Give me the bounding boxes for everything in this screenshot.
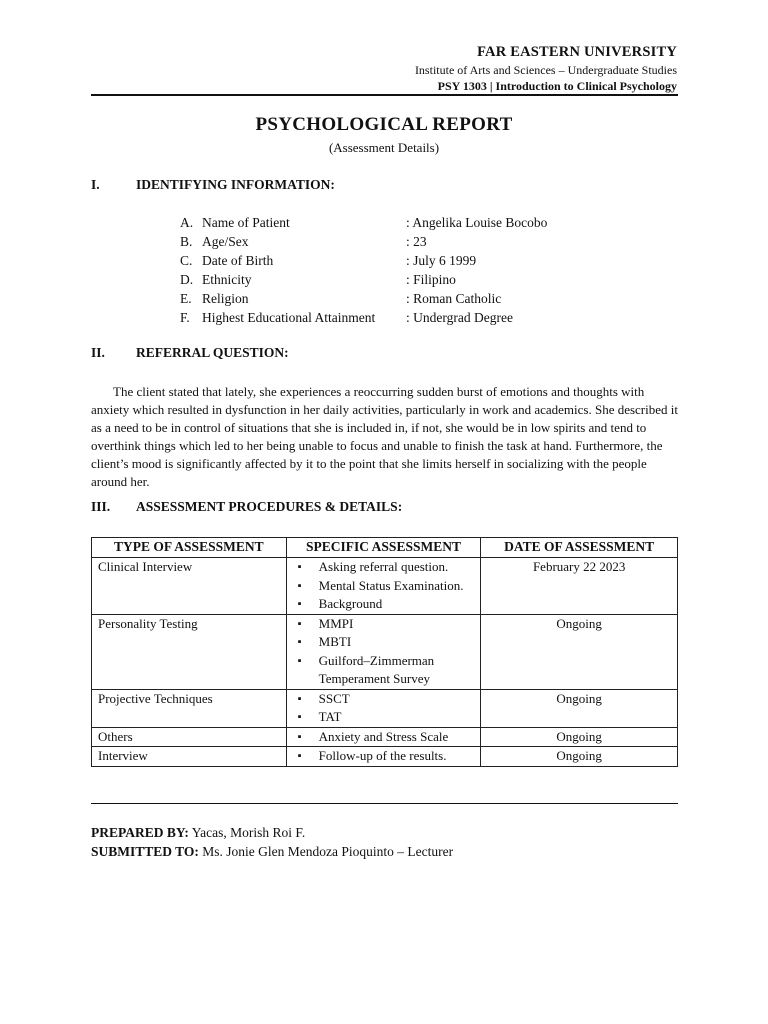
info-label: Date of Birth: [202, 253, 274, 268]
column-header: SPECIFIC ASSESSMENT: [286, 538, 481, 558]
section-title: ASSESSMENT PROCEDURES & DETAILS:: [136, 499, 403, 514]
course-name: | Introduction to Clinical Psychology: [489, 79, 677, 93]
column-header: TYPE OF ASSESSMENT: [92, 538, 287, 558]
info-letter: D.: [180, 272, 194, 287]
assessment-type-cell: Projective Techniques: [92, 689, 287, 727]
section-heading-assessment: [91, 499, 402, 515]
info-value: : Filipino: [406, 272, 456, 287]
specific-assessment-cell: [286, 614, 481, 689]
table-row: [92, 727, 678, 747]
info-letter: C.: [180, 253, 193, 268]
assessment-date-cell: Ongoing: [481, 727, 678, 747]
info-label: Age/Sex: [202, 234, 249, 249]
info-label: Ethnicity: [202, 272, 252, 287]
info-value: : July 6 1999: [406, 253, 477, 268]
info-letter: A.: [180, 215, 194, 230]
table-row: [92, 558, 678, 615]
list-item: ▪ Mental Status Examination.: [319, 577, 475, 596]
header-divider: [91, 94, 678, 96]
referral-paragraph: The client stated that lately, she experiences a reoccurring sudden burst of emotions and thoughts with anxiety which resulted in dysfunction in her daily activities, particularly in work and academics. She described it as a need to be in control of situations that she is included in, if not, she would be in low spirits and tend to overthink things which led to her being unable to focus and unable to finish the task at hand. Furthermore, the client’s mood is significantly affected by it to the point that she limits herself in socializing with the people around her.: [91, 384, 678, 489]
list-item: ▪ Follow-up of the results.: [319, 747, 475, 766]
prepared-by-name: Yacas, Morish Roi F.: [191, 825, 306, 840]
table-header-row: [92, 538, 678, 558]
section-heading-identifying: [91, 177, 335, 193]
institute-name: Institute of Arts and Sciences – Undergraduate Studies: [414, 63, 677, 77]
submitted-to-line: [91, 844, 453, 860]
list-item: ▪ MMPI: [319, 615, 475, 634]
table-row: [92, 614, 678, 689]
table-row: [92, 747, 678, 767]
specific-assessment-cell: [286, 727, 481, 747]
section-number: III.: [91, 499, 111, 514]
list-item: ▪ SSCT: [319, 690, 475, 709]
info-label: Religion: [202, 291, 249, 306]
info-label: Highest Educational Attainment: [202, 310, 376, 325]
info-letter: B.: [180, 234, 193, 249]
assessment-date-cell: Ongoing: [481, 747, 678, 767]
report-title: PSYCHOLOGICAL REPORT: [255, 114, 513, 135]
section-heading-referral: [91, 345, 289, 361]
assessment-date-cell: Ongoing: [481, 614, 678, 689]
list-item: ▪ Background: [319, 595, 475, 614]
info-letter: E.: [180, 291, 192, 306]
assessment-type-cell: Personality Testing: [92, 614, 287, 689]
info-value: : Undergrad Degree: [406, 310, 513, 325]
info-letter: F.: [180, 310, 190, 325]
section-number: I.: [91, 177, 100, 192]
footer-divider: [91, 803, 678, 804]
list-item: ▪ Anxiety and Stress Scale: [319, 728, 475, 747]
section-title: REFERRAL QUESTION:: [136, 345, 289, 360]
prepared-by-line: [91, 825, 305, 841]
report-subtitle: (Assessment Details): [328, 140, 440, 155]
assessment-table: [91, 537, 678, 767]
list-item: ▪ MBTI: [319, 633, 475, 652]
assessment-date-cell: February 22 2023: [481, 558, 678, 615]
section-number: II.: [91, 345, 105, 360]
list-item: ▪ Guilford–Zimmerman Temperament Survey: [319, 652, 475, 689]
specific-assessment-cell: [286, 558, 481, 615]
assessment-type-cell: Others: [92, 727, 287, 747]
assessment-type-cell: Clinical Interview: [92, 558, 287, 615]
assessment-type-cell: Interview: [92, 747, 287, 767]
section-title: IDENTIFYING INFORMATION:: [136, 177, 335, 192]
list-item: ▪ Asking referral question.: [319, 558, 475, 577]
university-name: FAR EASTERN UNIVERSITY: [477, 44, 677, 60]
info-value: : Angelika Louise Bocobo: [406, 215, 548, 230]
info-value: : 23: [406, 234, 427, 249]
prepared-by-label: PREPARED BY:: [91, 825, 189, 840]
specific-assessment-cell: [286, 689, 481, 727]
column-header: DATE OF ASSESSMENT: [481, 538, 678, 558]
info-value: : Roman Catholic: [406, 291, 502, 306]
course-code: PSY 1303: [437, 79, 487, 93]
assessment-date-cell: Ongoing: [481, 689, 678, 727]
list-item: ▪ TAT: [319, 708, 475, 727]
submitted-to-name: Ms. Jonie Glen Mendoza Pioquinto – Lecturer: [202, 844, 454, 859]
info-label: Name of Patient: [202, 215, 290, 230]
course-line: [438, 79, 677, 94]
table-row: [92, 689, 678, 727]
submitted-to-label: SUBMITTED TO:: [91, 844, 199, 859]
specific-assessment-cell: [286, 747, 481, 767]
